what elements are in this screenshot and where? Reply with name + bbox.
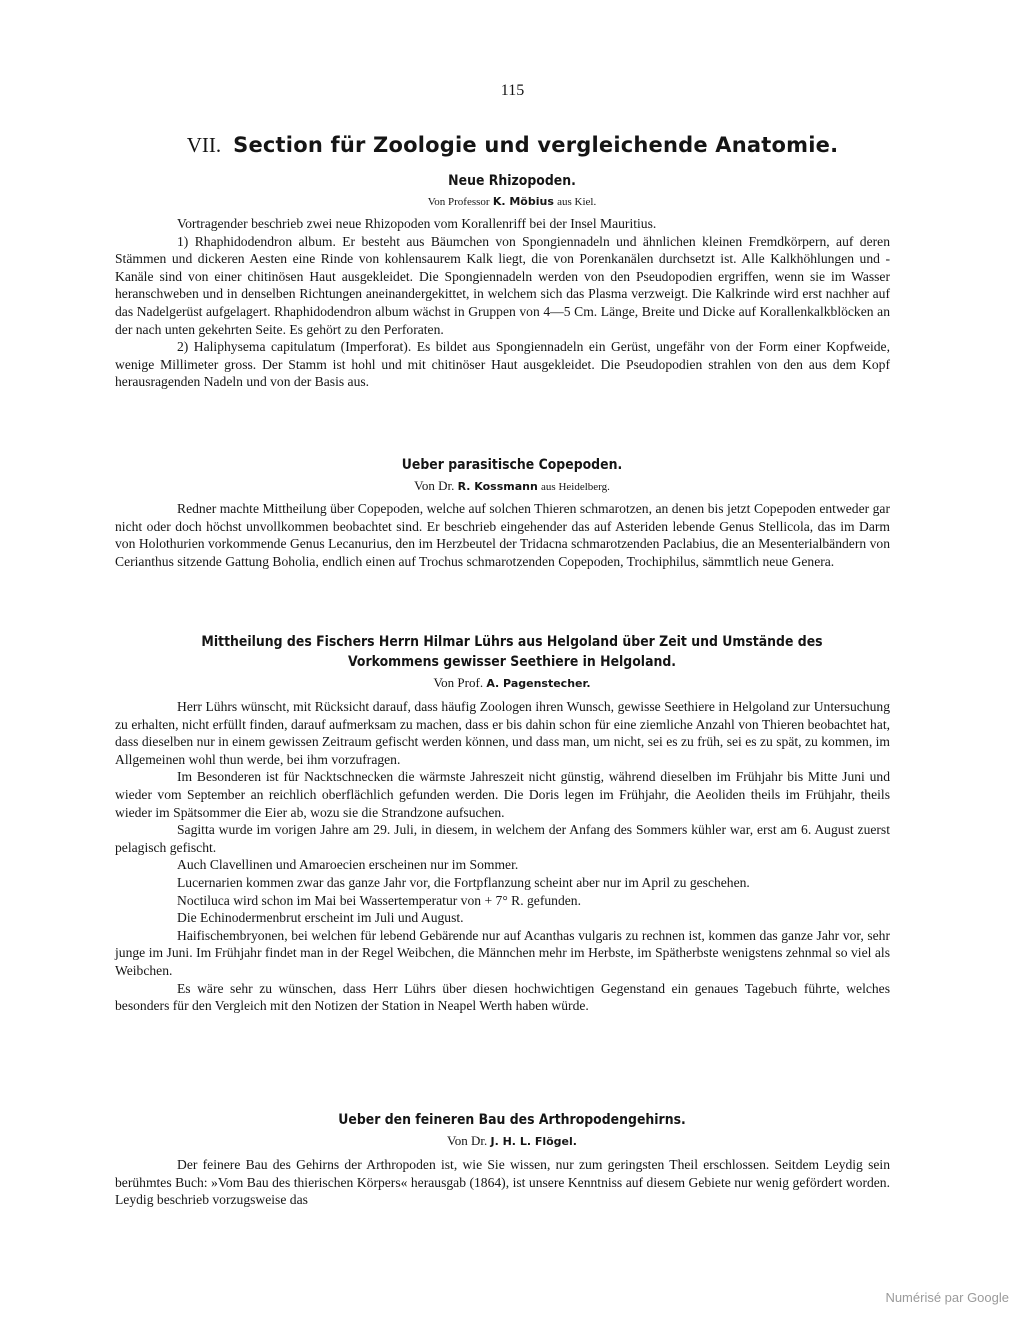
digitization-watermark: Numérisé par Google — [885, 1290, 1009, 1305]
paragraph: Auch Clavellinen und Amaroecien erscheinen nur im Sommer. — [177, 857, 519, 873]
section-numeral: VII. — [186, 133, 222, 157]
author-name: K. Möbius — [492, 195, 554, 208]
byline-suffix: aus Kiel. — [557, 196, 597, 208]
article-body-rhizopoden — [115, 215, 890, 391]
paragraph: Sagitta wurde im vorigen Jahre am 29. Juli, in diesem, in welchem der Anfang des Sommers kühler war, erst am 6. August zuerst pelagisch gefischt. — [115, 822, 890, 855]
paragraph: Noctiluca wird schon im Mai bei Wassertemperatur von + 7° R. gefunden. — [177, 892, 581, 908]
paragraph: 2) Haliphysema capitulatum (Imperforat). Es bildet aus Spongiennadeln ein Gerüst, ungefähr von der Form einer Kopfweide, wenige Millimeter gross. Der Stamm ist hohl und mit chitinöser Haut ausgekleidet. Die Pseudopodien strahlen von den aus dem Kopf herausragenden Nadeln und von der Basis aus. — [115, 339, 890, 390]
paragraph: Haifischembryonen, bei welchen für lebend Gebärende nur auf Acanthas vulgaris zu rechnen ist, kommen das ganze Jahr vor, sehr junge im Juni. Im Frühjahr findet man in der Regel Weibchen, die Männchen mehr im Herbste, im Spätherbste wenigstens zehnmal so viel als Weibchen. — [115, 927, 890, 978]
byline-prefix: Von Prof. — [433, 675, 484, 690]
byline-kossmann — [108, 478, 916, 494]
section-title: Section für Zoologie und vergleichende Anatomie. — [233, 133, 839, 157]
section-heading — [0, 133, 1025, 158]
paragraph: 1) Rhaphidodendron album. Er besteht aus Bäumchen von Spongiennadeln und ähnlichen kleinen Fremdkörpern, auf deren Stämmen und dickeren Aesten eine Rinde von kohlensaurem Kalk liegt, die von Porenkanälen durchsetzt ist. Alle Kalkhöhlungen und -Kanäle sind von einer chitinösen Haut ausgekleidet. Die Spongiennadeln werden von den Pseudopodien ergriffen, wenn sie im Wasser heranschweben und in denselben Richtungen aneinandergekittet, in welchem sich das Plasma verzweigt. Die Kalkrinde wird erst nachher auf das Nadelgerüst aufgelagert. Rhaphidodendron album wächst in Gruppen von 4—5 Cm. Länge, Breite und Dicke auf Korallenkalkblöcken an der nach unten gekehrten Seite. Es gehört zu den Perforaten. — [115, 233, 890, 337]
article-body-luehrs — [115, 698, 890, 1015]
article-body-arthropodengehirn — [115, 1156, 890, 1209]
article-title-arthropodengehirn: Ueber den feineren Bau des Arthropodengehirns. — [338, 1112, 686, 1128]
byline-prefix: Von Dr. — [447, 1133, 488, 1148]
byline-floegel — [108, 1133, 916, 1149]
article-title-rhizopoden: Neue Rhizopoden. — [448, 173, 576, 189]
paragraph: Im Besonderen ist für Nacktschnecken die wärmste Jahreszeit nicht günstig, während dieselben im Frühjahr bis Mitte Juni und wieder vom September an reichlich oberflächlich gefunden werden. Die Doris legen im Frühjahr, die Aeoliden theils im Frühjahr, theils wieder im Spätsommer die Eier ab, wozu sie die Strandzone aufsuchen. — [115, 769, 890, 820]
paragraph: Herr Lührs wünscht, mit Rücksicht darauf, dass häufig Zoologen ihren Wunsch, gewisse Seethiere in Helgoland zur Untersuchung zu erhalten, nicht erfüllt finden, darauf aufmerksam zu machen, dass er bis dahin schon für eine ziemliche Anzahl von Thieren beobachtet hat, dass dieselben nur in einem gewissen Zeitraum gefischt werden können, und dass man, um nicht, sei es zu früh, sei es zu spät, zu kommen, im Allgemeinen wohl thun werde, bei ihm vorzufragen. — [115, 699, 890, 767]
byline-moebius — [108, 193, 916, 209]
byline-suffix: aus Heidelberg. — [541, 481, 610, 493]
article-title-luehrs-line2: Vorkommens gewisser Seethiere in Helgoland. — [347, 654, 677, 670]
page-number: 115 — [500, 82, 525, 99]
paragraph: Vortragender beschrieb zwei neue Rhizopoden vom Korallenriff bei der Insel Mauritius. — [177, 216, 657, 231]
author-name: R. Kossmann — [457, 480, 538, 493]
paragraph: Der feinere Bau des Gehirns der Arthropoden ist, wie Sie wissen, nur zum geringsten Theil erschlossen. Seitdem Leydig sein berühmtes Buch: »Vom Bau des thierischen Körpers« herausgab (1864), ist unsere Kenntniss auf diesem Gebiete nur wenig gefördert worden. Leydig beschrieb vorzugsweise das — [115, 1157, 890, 1208]
byline-pagenstecher — [108, 675, 916, 691]
article-body-copepoden — [115, 500, 890, 570]
author-name: A. Pagenstecher. — [486, 677, 591, 690]
paragraph: Es wäre sehr zu wünschen, dass Herr Lührs über diesen hochwichtigen Gegenstand ein genaues Tagebuch führte, welches besonders für den Vergleich mit den Notizen der Station in Neapel Werth haben würde. — [115, 980, 890, 1014]
paragraph: Lucernarien kommen zwar das ganze Jahr vor, die Fortpflanzung scheint aber nur im April zu geschehen. — [177, 874, 750, 890]
article-title-copepoden: Ueber parasitische Copepoden. — [401, 457, 623, 473]
author-name: J. H. L. Flögel. — [490, 1135, 577, 1148]
paragraph: Die Echinodermenbrut erscheint im Juli und August. — [177, 910, 464, 926]
article-title-luehrs-line1: Mittheilung des Fischers Herrn Hilmar Lührs aus Helgoland über Zeit und Umstände des — [201, 634, 823, 650]
byline-prefix: Von Dr. — [414, 478, 455, 493]
byline-prefix: Von Professor — [427, 196, 490, 208]
paragraph: Redner machte Mittheilung über Copepoden, welche auf solchen Thieren schmarotzen, an denen bis jetzt Copepoden entweder gar nicht oder doch höchst unvollkommen beobachtet sind. Er beschrieb eingehender das auf Asteriden lebende Genus Stellicola, das im Darm von Holothurien vorkommende Genus Lecanurius, den im Herzbeutel der Tridacna schmarotzenden Paclabius, die an Mesenterialbändern von Cerianthus sitzende Gattung Boholia, endlich einen auf Trochus schmarotzenden Copepoden, Trochiphilus, sämmtlich neue Genera. — [115, 501, 890, 569]
